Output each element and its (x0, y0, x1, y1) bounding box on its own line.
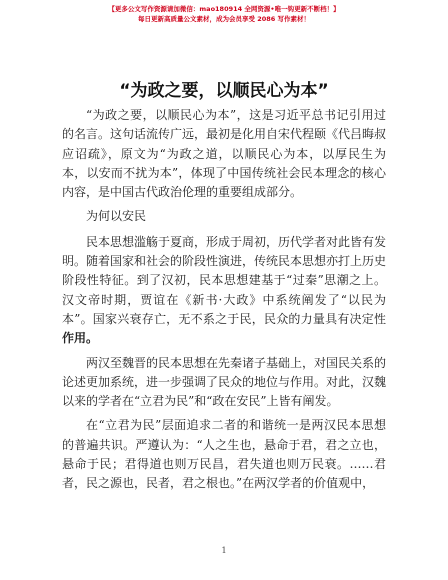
section-heading: 为何以安民 (86, 209, 147, 224)
document-body (62, 106, 386, 499)
promo-banner-line-2: 每日更新高质量公文素材，成为会员享受 2086 写作素材！ (137, 15, 311, 23)
paragraph-ruler-for-people: 在“立君为民”层面追求二者的和谐统一是两汉民本思想的普遍共识。严遵认为：“人之生也，悬命于君，君之立也，悬命于民；君得道也则万民昌，君失道也则万民衰。……君者，民之源也，民者，君之根也。”在两汉学者的价值观中， (62, 418, 386, 491)
promo-banner-line-1: 【更多公文写作资源请加微信：mao180914 全网资源•唯一钩更新不断档！】 (108, 5, 340, 13)
paragraph-origin-tail: 作用。 (62, 331, 99, 346)
paragraph-han-wei: 两汉至魏晋的民本思想在先秦诸子基础上，对国民关系的论述更加系统，进一步强调了民众的地位与作用。对此，汉魏以来的学者在“立君为民”和“政在安民”上皆有阐发。 (62, 355, 387, 409)
paragraph-origin-text: 民本思想滥觞于夏商，形成于周初，历代学者对此皆有发明。随着国家和社会的阶段性演进，传统民本思想亦打上历史阶段性特征。到了汉初，民本思想建基于“过秦”思潮之上。汉文帝时期，贾谊在《新书·大政》中系统阐发了“以民为本”。国家兴衰存亡，无不系之于民，民众的力量具有决定性 (62, 234, 387, 326)
promo-banner (0, 4, 448, 24)
page-number: 1 (221, 546, 227, 555)
paragraph-origin (62, 233, 386, 349)
paragraph-intro: “为政之要，以顺民心为本”，这是习近平总书记引用过的名言。这句话流传广远，最初是化用自宋代程颐《代吕晦叔应诏疏》，原文为“为政之道，以顺民心为本，以厚民生为本，以安而不扰为本”，体现了中国传统社会民本理念的核心内容，是中国古代政治伦理的重要组成部分。 (62, 108, 387, 200)
document-title: “为政之要，以顺民心为本” (119, 81, 329, 101)
